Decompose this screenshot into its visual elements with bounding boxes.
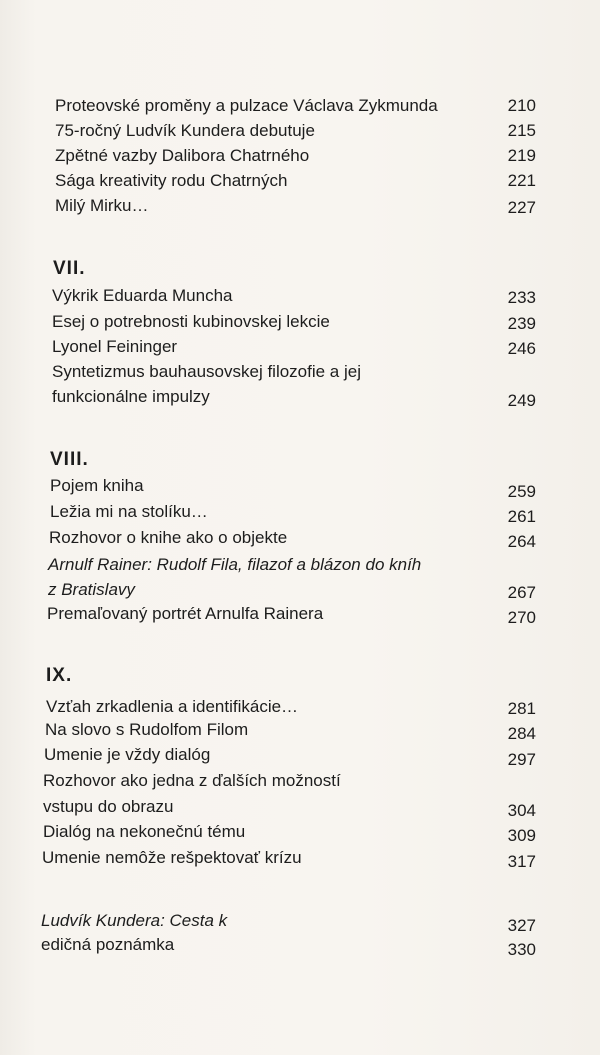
toc-page-number: 246 [507,339,536,358]
section-heading: VII. [53,258,86,279]
toc-entry-title-continued: vstupu do obrazu [43,797,174,816]
section-heading: VIII. [50,449,89,470]
toc-entry-title: Zpětné vazby Dalibora Chatrného [55,146,310,165]
toc-page-number: 309 [507,826,536,845]
toc-entry-title: Výkrik Eduarda Muncha [52,286,233,305]
toc-entry-title-continued: funkcionálne impulzy [52,387,210,406]
toc-entry-title: Umenie je vždy dialóg [44,745,211,764]
toc-page-number: 233 [507,288,536,307]
toc-entry-title: Ludvík Kundera: Cesta k [41,911,228,930]
toc-entry-title: Syntetizmus bauhausovskej filozofie a jej [52,362,361,381]
toc-page-number: 210 [507,96,536,115]
toc-entry-title: Pojem kniha [50,476,144,495]
toc-page-number: 227 [507,198,536,217]
toc-page-number: 327 [507,916,536,935]
toc-page-number: 304 [507,801,536,820]
toc-page-number: 264 [507,532,536,551]
toc-entry-title: Rozhovor ako jedna z ďalších možností [43,771,341,790]
toc-entry-title: Premaľovaný portrét Arnulfa Rainera [47,604,324,623]
toc-page-number: 281 [507,699,536,718]
toc-entry-title: Ležia mi na stolíku… [50,502,208,521]
toc-entry-title: Vzťah zrkadlenia a identifikácie… [46,697,299,716]
toc-entry-title: Na slovo s Rudolfom Filom [45,720,249,739]
toc-page-number: 261 [507,507,536,526]
toc-entry-title: Arnulf Rainer: Rudolf Fila, filazof a blázon do kníh [48,555,422,574]
toc-page-number: 249 [507,391,536,410]
toc-entry-title: Umenie nemôže rešpektovať krízu [42,848,302,867]
toc-entry-title: Rozhovor o knihe ako o objekte [49,528,288,547]
toc-entry-title-continued: z Bratislavy [48,580,135,599]
toc-page-number: 215 [507,121,536,140]
toc-entry-title: Dialóg na nekonečnú tému [43,822,246,841]
toc-entry-title: edičná poznámka [41,935,175,954]
toc-page-number: 284 [507,724,536,743]
toc-page-number: 330 [507,940,536,959]
toc-entry-title: Proteovské proměny a pulzace Václava Zykmunda [55,96,438,115]
toc-page-number: 317 [507,852,536,871]
toc-page-number: 259 [507,482,536,501]
section-heading: IX. [46,665,73,686]
toc-page-number: 267 [507,583,536,602]
toc-page-number: 221 [507,171,536,190]
toc-page-number: 270 [507,608,536,627]
toc-page-number: 219 [507,146,536,165]
toc-entry-title: Lyonel Feininger [52,337,178,356]
toc-entry-title: Esej o potrebnosti kubinovskej lekcie [52,312,330,331]
toc-entry-title: 75-ročný Ludvík Kundera debutuje [55,121,315,140]
toc-entry-title: Milý Mirku… [55,196,149,215]
toc-entry-title: Sága kreativity rodu Chatrných [55,171,288,190]
toc-page-number: 297 [507,750,536,769]
toc-page-number: 239 [507,314,536,333]
